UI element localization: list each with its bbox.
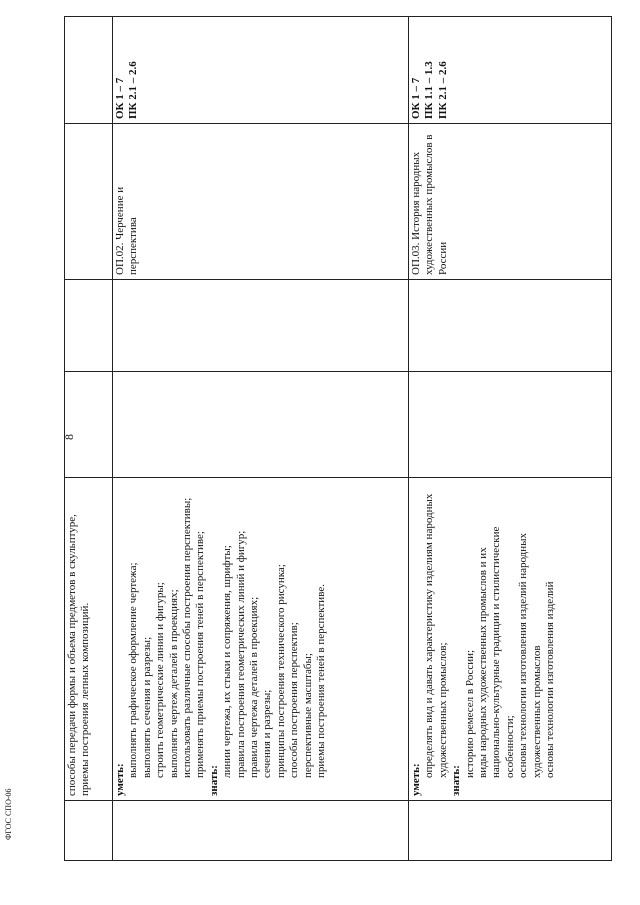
discipline-name: ОП.03. История народных художественных промыслов в России (410, 134, 449, 275)
content-line: использовать различные способы построения перспективы; (181, 497, 194, 778)
competence-code: ОК 1 – 7 (410, 77, 422, 119)
content-line: способы построения перспектив; (288, 622, 301, 778)
content-line: приемы построения теней в перспективе. (315, 584, 328, 778)
section-label: уметь: (410, 763, 422, 796)
discipline-cell (65, 124, 113, 280)
content-line: историю ремесел в России; (463, 649, 476, 778)
content-line: способы передачи формы и объема предметов в скульптуре, приемы построения лепных композиций. (66, 514, 92, 796)
content-line: определять вид и давать характеристику изделиям народных художественных промыслов; (423, 493, 449, 778)
discipline-cell (113, 124, 409, 280)
content-cell (409, 478, 612, 801)
competence-code: ПК 2.1 – 2.6 (436, 61, 449, 119)
content-line: принципы построения технического рисунка; (274, 564, 287, 778)
empty-cell (409, 801, 612, 861)
codes-cell (65, 17, 113, 124)
content-line: основы технологии изготовления изделий (544, 581, 557, 778)
content-line: строить геометрические линии и фигуры; (154, 582, 167, 778)
curriculum-table (64, 16, 612, 861)
content-cell (113, 478, 409, 801)
content-line: основы технологии изготовления изделий народных художественных промыслов (517, 532, 543, 778)
content-line: виды народных художественных промыслов и их национально-культурные традиции и стилистические особенности; (477, 526, 516, 778)
competence-code: ПК 1.1 – 1.3 (423, 61, 436, 119)
competence-codes (410, 21, 450, 119)
content-list (114, 482, 329, 796)
footer-code: ФГОС СПО-06 (4, 788, 13, 840)
content-line: перспективные масштабы; (301, 653, 314, 778)
rotated-table-wrapper (64, 17, 612, 861)
section-label: знать: (450, 765, 463, 796)
table-row (409, 17, 612, 861)
competence-codes (114, 21, 141, 119)
discipline-cell (409, 124, 612, 280)
content-line: применять приемы построения теней в перспективе; (194, 531, 207, 778)
content-line: линии чертежа, их стыки и сопряжения, шрифты; (221, 545, 234, 778)
content-line: правила построения геометрических линий и фигур; (234, 530, 247, 778)
codes-cell (113, 17, 409, 124)
empty-cell (113, 372, 409, 478)
section-label: знать: (207, 765, 220, 796)
codes-cell (409, 17, 612, 124)
content-line: правила чертежа деталей в проекциях; (248, 596, 261, 778)
empty-cell (65, 280, 113, 372)
empty-cell (409, 280, 612, 372)
table-row (65, 17, 113, 861)
content-list (66, 482, 93, 796)
content-line: сечения и разрезы; (261, 689, 274, 778)
competence-code: ПК 2.1 – 2.6 (127, 61, 140, 119)
empty-cell (113, 280, 409, 372)
competence-code: ОК 1 – 7 (114, 77, 126, 119)
content-line: выполнять чертеж деталей в проекциях; (167, 589, 180, 778)
page-number: 8 (62, 434, 76, 440)
content-line: выполнять графическое оформление чертежа; (127, 562, 140, 778)
content-cell (65, 478, 113, 801)
content-line: выполнять сечения и разрезы; (140, 636, 153, 778)
content-list (410, 482, 557, 796)
empty-cell (113, 801, 409, 861)
discipline-name: ОП.02. Черчение и перспектива (114, 186, 140, 275)
empty-cell (65, 801, 113, 861)
table-row (113, 17, 409, 861)
section-label: уметь: (114, 763, 126, 796)
empty-cell (409, 372, 612, 478)
empty-cell (65, 372, 113, 478)
